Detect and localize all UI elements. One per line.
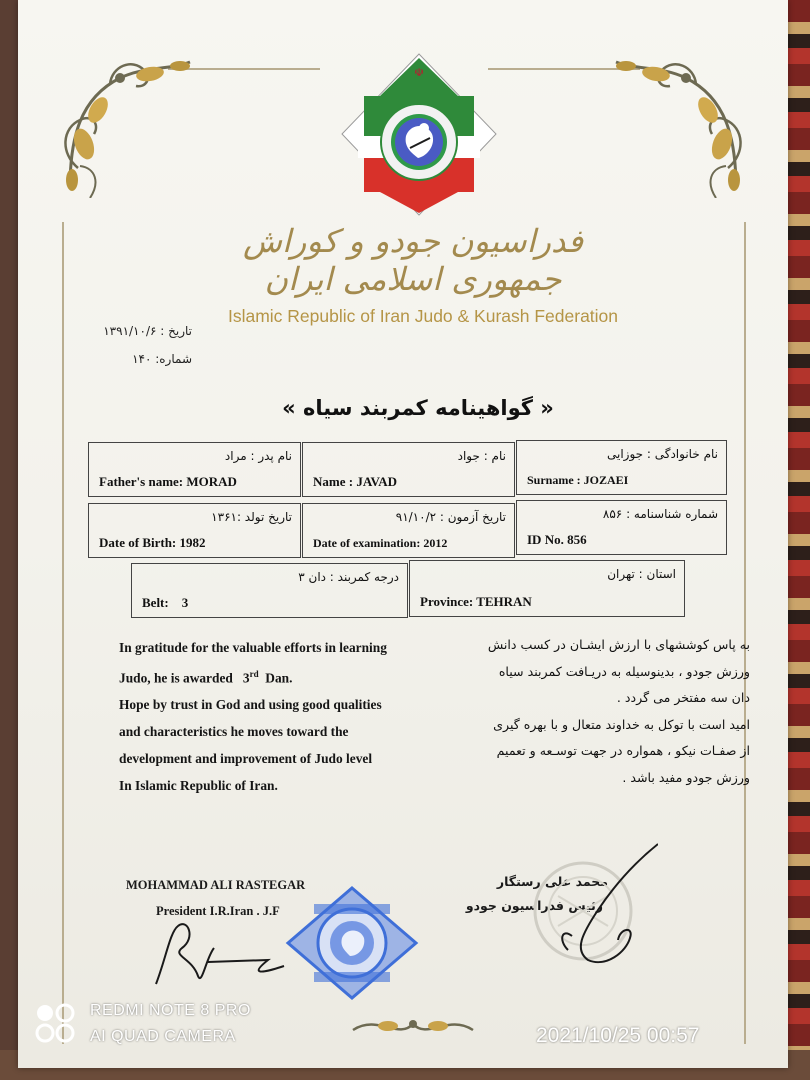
signatory-name-persian: محمد علی رستگار	[496, 874, 608, 889]
field-date-of-birth	[88, 503, 301, 558]
field-belt	[131, 563, 408, 618]
belt-en: Belt: 3	[142, 595, 189, 610]
surname-en: Surname : JOZAEI	[527, 473, 629, 487]
field-name	[302, 442, 515, 497]
body-text-english	[119, 634, 439, 799]
certificate-number: شماره: ۱۴۰	[132, 352, 192, 366]
photo-timestamp: 2021/10/25 00:57	[536, 1024, 700, 1047]
exam-date-en: Date of examination: 2012	[313, 536, 448, 550]
signatory-name-english: MOHAMMAD ALI RASTEGAR	[126, 878, 306, 892]
field-province	[409, 560, 685, 617]
certificate-title: « گواهینامه کمربند سیاه »	[282, 396, 554, 420]
federation-name-english: Islamic Republic of Iran Judo & Kurash Federation	[227, 306, 619, 326]
body-fa-line-6: ورزش جودو مفید باشد .	[622, 769, 750, 785]
field-id-number	[516, 500, 727, 555]
body-fa-line-2: ورزش جودو ، بدینوسیله به دریـافت کمربند سیاه	[498, 663, 750, 679]
province-fa: استان : تهران	[607, 567, 676, 581]
federation-name-persian: فدراسیون جودو و کوراش جمهوری اسلامی ایران	[242, 222, 584, 298]
surname-fa: نام خانوادگی : جوزایی	[606, 447, 718, 461]
father-name-en: Father's name: MORAD	[99, 474, 237, 489]
id-number-fa: شماره شناسنامه : ۸۵۶	[602, 507, 718, 521]
date-of-birth-en: Date of Birth: 1982	[99, 535, 206, 550]
field-date-of-examination	[302, 503, 515, 558]
ornament-bottom-icon	[348, 1010, 478, 1046]
name-en: Name : JAVAD	[313, 474, 398, 489]
frame-left	[62, 222, 64, 1044]
federation-emblem-icon	[340, 52, 498, 217]
date-of-birth-fa: تاریخ تولد :۱۳۶۱	[211, 510, 292, 524]
body-en-line-1: In gratitude for the valuable efforts in learning	[119, 640, 387, 655]
body-en-line-2-dan: Dan.	[258, 670, 293, 686]
body-en-line-4: and characteristics he moves toward the	[119, 724, 349, 740]
field-father-name	[88, 442, 301, 497]
signatory-title-english: President I.R.Iran . J.F	[156, 904, 280, 918]
svg-text:☫: ☫	[414, 66, 424, 79]
body-en-line-2	[119, 661, 439, 691]
body-text-persian	[448, 632, 750, 791]
signature-left-icon	[148, 918, 288, 990]
federation-stamp-icon	[284, 884, 420, 1002]
body-en-line-3: Hope by trust in God and using good qualities	[119, 697, 382, 713]
camera-type: AI QUAD CAMERA	[90, 1028, 236, 1045]
body-fa-line-1: به پاس کوششهای با ارزش ایشـان در کسب دانش	[487, 637, 750, 652]
ornament-top-right-icon	[606, 48, 756, 198]
province-en: Province: TEHRAN	[420, 594, 532, 609]
body-en-line-6: In Islamic Republic of Iran.	[119, 778, 278, 794]
belt-fa: درجه کمربند : دان ۳	[298, 570, 399, 584]
certificate-paper	[18, 0, 788, 1068]
signature-right-icon	[548, 840, 658, 970]
exam-date-fa: تاریخ آزمون : ۹۱/۱۰/۲	[395, 510, 506, 524]
body-en-ordinal-suffix: rd	[249, 669, 259, 679]
signatory-title-persian: رئیس فدراسیون جودو	[465, 898, 603, 913]
issue-date: تاریخ : ۱۳۹۱/۱۰/۶	[103, 324, 192, 338]
id-number-en: ID No. 856	[527, 532, 587, 547]
name-fa: نام : جواد	[457, 449, 506, 463]
body-fa-line-3: دان سه مفتخر می گردد .	[616, 690, 750, 705]
body-en-line-5: development and improvement of Judo level	[119, 751, 373, 767]
ornament-top-left-icon	[50, 48, 200, 198]
body-fa-line-4: امید است با توکل به خداوند متعال و با بهره گیری	[493, 716, 750, 732]
field-surname	[516, 440, 727, 495]
body-fa-line-5: از صفـات نیکو ، همواره در جهت توسـعه و تعمیم	[496, 743, 750, 758]
camera-watermark-icon	[34, 1002, 76, 1044]
father-name-fa: نام پدر : مراد	[224, 449, 292, 463]
camera-model: REDMI NOTE 8 PRO	[90, 1002, 251, 1019]
body-en-line-2-main: Judo, he is awarded 3	[119, 670, 250, 686]
